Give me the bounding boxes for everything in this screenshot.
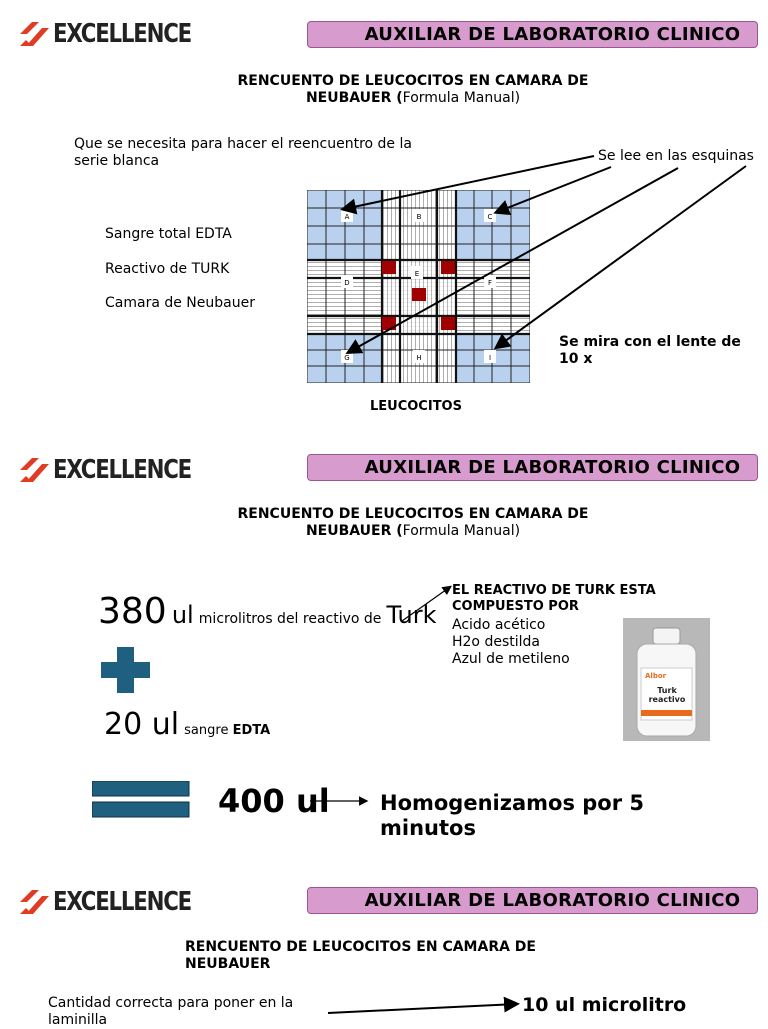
- component-item: H2o destilda: [452, 634, 540, 650]
- component-item: Azul de metileno: [452, 651, 570, 667]
- brand-name: EXCELLENCE: [53, 455, 191, 485]
- composition-title: EL REACTIVO DE TURK ESTA COMPUESTO POR: [452, 583, 656, 614]
- grid-label: G: [344, 354, 350, 362]
- reagent-name: Turk: [386, 601, 437, 629]
- brand-name: EXCELLENCE: [53, 887, 191, 917]
- header-banner: AUXILIAR DE LABORATORIO CLINICO: [307, 21, 758, 48]
- grid-label: F: [487, 279, 493, 287]
- lens-note: Se mira con el lente de 10 x: [559, 334, 741, 367]
- list-item: Sangre total EDTA: [105, 226, 232, 242]
- brand-name: EXCELLENCE: [53, 19, 191, 49]
- grid-label: A: [344, 213, 350, 221]
- reagent-unit: ul: [171, 601, 194, 629]
- header-banner: AUXILIAR DE LABORATORIO CLINICO: [307, 454, 758, 481]
- grid-caption: LEUCOCITOS: [370, 399, 462, 414]
- grid-label: H: [416, 354, 422, 362]
- blood-amount: 20 ul: [104, 707, 180, 742]
- grid-label: E: [414, 270, 420, 278]
- grid-label: I: [488, 354, 492, 362]
- header-banner: AUXILIAR DE LABORATORIO CLINICO: [307, 887, 758, 914]
- total-volume: 400 ul: [218, 782, 330, 820]
- question-text: Cantidad correcta para poner en la laminilla: [48, 995, 294, 1028]
- slide-title: RENCUENTO DE LEUCOCITOS EN CAMARA DE NEUBAUER (Formula Manual): [237, 506, 589, 539]
- component-item: Acido acético: [452, 617, 546, 633]
- question-text: Que se necesita para hacer el reencuentro de la serie blanca: [74, 136, 412, 169]
- reagent-desc: microlitros del reactivo de: [198, 611, 382, 627]
- mix-instruction: Homogenizamos por 5 minutos: [380, 791, 644, 840]
- reagent-amount: 380: [98, 591, 167, 632]
- corners-note: Se lee en las esquinas: [598, 148, 754, 164]
- bottle-label: Turk reactivo: [648, 686, 686, 704]
- grid-label: C: [487, 213, 493, 221]
- grid-label: B: [416, 213, 422, 221]
- answer-text: 10 ul microlitro: [522, 994, 687, 1016]
- blood-type: EDTA: [232, 723, 271, 738]
- bottle-brand: Albor: [645, 672, 667, 680]
- list-item: Reactivo de TURK: [105, 261, 230, 277]
- list-item: Camara de Neubauer: [105, 295, 255, 311]
- blood-word: sangre: [184, 723, 229, 738]
- slide-title: RENCUENTO DE LEUCOCITOS EN CAMARA DE NEUBAUER: [185, 939, 536, 972]
- slide-title: RENCUENTO DE LEUCOCITOS EN CAMARA DE NEUBAUER (Formula Manual): [237, 73, 589, 106]
- grid-label: D: [344, 279, 350, 287]
- slide-2: [0, 433, 768, 866]
- slide-3: [0, 866, 768, 1028]
- answer-arrow: [0, 866, 768, 1024]
- corner-arrows: [0, 0, 768, 433]
- slide-1: [0, 0, 768, 433]
- slide2-arrows: [0, 433, 768, 866]
